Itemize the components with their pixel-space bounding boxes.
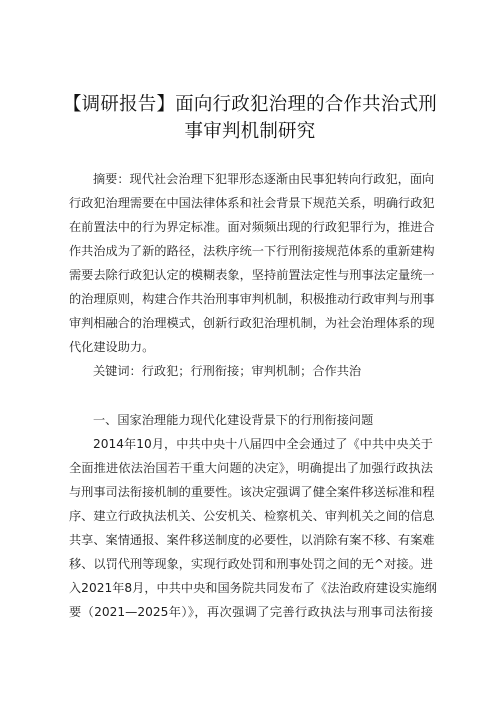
abstract-line: 的治理原则，构建合作共治刑事审判机制，积极推动行政审判与刑事 bbox=[69, 292, 435, 306]
abstract-line: 行政犯治理需要在中国法律体系和社会背景下规范关系，明确行政犯 bbox=[69, 196, 435, 210]
abstract-line: 需要去除行政犯认定的模糊表象，坚持前置法定性与刑事法定量统一 bbox=[69, 268, 435, 282]
body-line: 要（2021—2025年）》，再次强调了完善行政执法与刑事司法衔接 bbox=[69, 605, 433, 619]
document-title-line-1: 【调研报告】面向行政犯治理的合作共治式刑 bbox=[62, 94, 437, 115]
body-line: 移、以罚代刑等现象，实现行政处罚和刑事处罚之间的无^对接。进 bbox=[69, 557, 433, 571]
document-title-line-2: 事审判机制研究 bbox=[184, 121, 316, 142]
body-line: 序、建立行政执法机关、公安机关、检察机关、审判机关之间的信息 bbox=[69, 509, 435, 523]
abstract-line: 摘要：现代社会治理下犯罪形态逐渐由民事犯转向行政犯，面向 bbox=[93, 172, 435, 186]
body-line: 全面推进依法治国若干重大问题的决定》，明确提出了加强行政执法 bbox=[69, 461, 433, 475]
body-line: 入2021年8月，中共中央和国务院共同发布了《法治政府建设实施纲 bbox=[69, 581, 437, 595]
body-line: 2014年10月，中共中央十八届四中全会通过了《中共中央关于 bbox=[93, 437, 433, 451]
abstract-line: 代化建设助力。 bbox=[69, 340, 155, 354]
abstract-line: 审判相融合的治理模式，创新行政犯治理机制，为社会治理体系的现 bbox=[69, 316, 435, 330]
abstract-line: 在前置法中的行为界定标准。面对频频出现的行政犯罪行为，推进合 bbox=[69, 220, 435, 234]
body-line: 共享、案情通报、案件移送制度的必要性，以消除有案不移、有案难 bbox=[69, 533, 435, 547]
section-heading: 一、国家治理能力现代化建设背景下的行刑衔接问题 bbox=[93, 413, 374, 427]
abstract-line: 作共治成为了新的路径，法秩序统一下行刑衔接规范体系的重新建构 bbox=[69, 244, 435, 258]
keywords: 关键词：行政犯；行刑衔接；审判机制；合作共治 bbox=[93, 364, 362, 378]
body-line: 与刑事司法衔接机制的重要性。该决定强调了健全案件移送标准和程 bbox=[69, 485, 435, 499]
